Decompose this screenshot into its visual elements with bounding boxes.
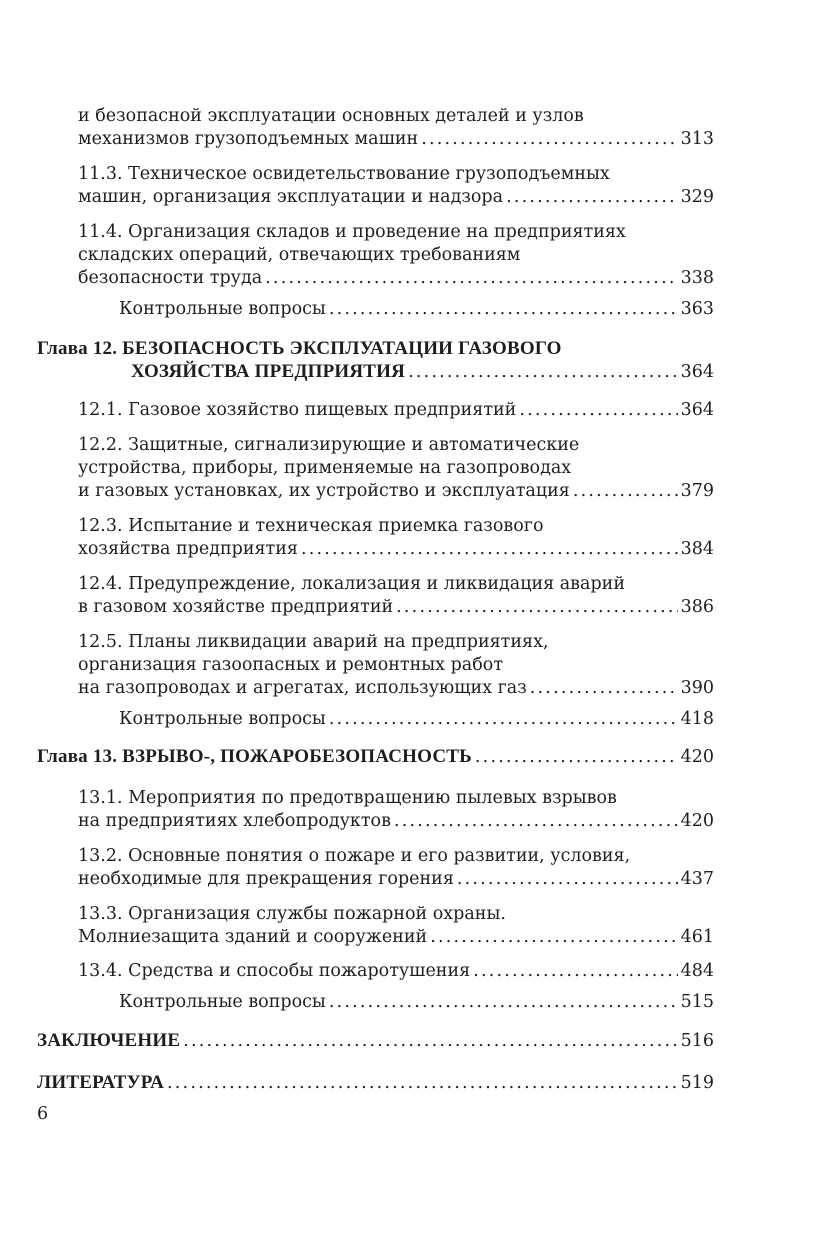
toc-entry-11-4-line-2: складских операций, отвечающих требованиям bbox=[78, 245, 521, 265]
toc-leader-dots bbox=[329, 298, 678, 321]
toc-entry-text: машин, организация эксплуатации и надзора bbox=[78, 187, 504, 207]
page-number: 6 bbox=[37, 1104, 49, 1124]
toc-leader-dots bbox=[506, 186, 678, 209]
toc-entry-text: на газопроводах и агрегатах, использующих газ bbox=[78, 678, 527, 698]
toc-chapter-text: ЗАКЛЮЧЕНИЕ bbox=[37, 1030, 181, 1051]
toc-leader-dots bbox=[408, 361, 678, 384]
toc-page-number: 363 bbox=[680, 299, 714, 319]
toc-leader-dots bbox=[329, 991, 678, 1014]
toc-entry-text: в газовом хозяйстве предприятий bbox=[78, 597, 394, 617]
toc-leader-dots bbox=[329, 708, 678, 731]
toc-entry-13-3-line-1: 13.3. Организация службы пожарной охраны. bbox=[78, 904, 506, 924]
toc-chapter-13 bbox=[37, 745, 714, 769]
toc-entry-text: 12.1. Газовое хозяйство пищевых предприятий bbox=[78, 400, 517, 420]
toc-entry-text: Молниезащита зданий и сооружений bbox=[78, 927, 428, 947]
toc-page-number: 516 bbox=[680, 1031, 714, 1051]
toc-leader-dots bbox=[457, 868, 678, 891]
toc-entry-text: Контрольные вопросы bbox=[119, 709, 326, 729]
toc-page-number: 461 bbox=[680, 927, 714, 947]
toc-leader-dots bbox=[530, 677, 678, 700]
toc-leader-dots bbox=[183, 1030, 677, 1053]
toc-leader-dots bbox=[167, 1072, 678, 1095]
toc-page-number: 313 bbox=[680, 129, 714, 149]
toc-entry-11-4-line-1: 11.4. Организация складов и проведение на предприятиях bbox=[78, 222, 626, 242]
toc-literature bbox=[37, 1071, 714, 1095]
toc-page-number: 386 bbox=[680, 597, 714, 617]
toc-entry-12-5-line-3 bbox=[78, 677, 714, 700]
toc-leader-dots bbox=[265, 267, 677, 290]
toc-page-number: 390 bbox=[680, 678, 714, 698]
toc-entry-text: Контрольные вопросы bbox=[119, 299, 326, 319]
toc-leader-dots bbox=[301, 538, 678, 561]
toc-page-number: 384 bbox=[680, 539, 714, 559]
toc-entry-12-5-line-1: 12.5. Планы ликвидации аварий на предприятиях, bbox=[78, 632, 549, 652]
toc-entry-review-questions-12 bbox=[119, 708, 714, 731]
toc-page-number: 515 bbox=[680, 992, 714, 1012]
toc-page-number: 418 bbox=[680, 709, 714, 729]
toc-page-number: 420 bbox=[680, 747, 714, 767]
toc-entry-12-2-line-2: устройства, приборы, применяемые на газопроводах bbox=[78, 458, 572, 478]
toc-entry-12-3-line-1: 12.3. Испытание и техническая приемка газового bbox=[78, 516, 544, 536]
toc-leader-dots bbox=[473, 960, 677, 983]
toc-entry-12-5-line-2: организация газоопасных и ремонтных работ bbox=[78, 655, 503, 675]
toc-chapter-12-line-1: Глава 12. БЕЗОПАСНОСТЬ ЭКСПЛУАТАЦИИ ГАЗОВОГО bbox=[37, 338, 562, 359]
toc-entry-text: и газовых установках, их устройство и эксплуатация bbox=[78, 481, 570, 501]
toc-page-number: 420 bbox=[680, 811, 714, 831]
toc-entry-11-2-line-1: и безопасной эксплуатации основных деталей и узлов bbox=[78, 106, 584, 126]
toc-page-number: 329 bbox=[680, 187, 714, 207]
toc-page-number: 484 bbox=[680, 961, 714, 981]
toc-entry-13-4 bbox=[78, 960, 714, 983]
toc-entry-12-2-line-3 bbox=[78, 480, 714, 503]
toc-entry-12-4-line-2 bbox=[78, 596, 714, 619]
toc-entry-13-2-line-2 bbox=[78, 868, 714, 891]
toc-leader-dots bbox=[573, 480, 678, 503]
toc-leader-dots bbox=[475, 746, 678, 769]
toc-entry-12-2-line-1: 12.2. Защитные, сигнализирующие и автоматические bbox=[78, 435, 580, 455]
toc-chapter-text: Глава 13. ВЗРЫВО-, ПОЖАРОБЕЗОПАСНОСТЬ bbox=[37, 746, 472, 767]
toc-entry-text: Контрольные вопросы bbox=[119, 992, 326, 1012]
toc-entry-11-2-line-2 bbox=[78, 128, 714, 151]
toc-entry-13-3-line-2 bbox=[78, 926, 714, 949]
toc-entry-13-1-line-1: 13.1. Мероприятия по предотвращению пылевых взрывов bbox=[78, 788, 617, 808]
toc-entry-12-3-line-2 bbox=[78, 538, 714, 561]
toc-page-number: 437 bbox=[680, 869, 714, 889]
toc-entry-11-3-line-1: 11.3. Техническое освидетельствование грузоподъемных bbox=[78, 164, 610, 184]
toc-conclusion bbox=[37, 1029, 714, 1053]
toc-entry-text: хозяйства предприятия bbox=[78, 539, 298, 559]
toc-entry-11-4-line-3 bbox=[78, 267, 714, 290]
toc-chapter-text: ХОЗЯЙСТВА ПРЕДПРИЯТИЯ bbox=[131, 361, 406, 382]
toc-page-number: 364 bbox=[680, 400, 714, 420]
toc-leader-dots bbox=[394, 810, 678, 833]
toc-entry-text: на предприятиях хлебопродуктов bbox=[78, 811, 391, 831]
toc-entry-review-questions-11 bbox=[119, 298, 714, 321]
toc-entry-11-3-line-2 bbox=[78, 186, 714, 209]
toc-entry-text: 13.4. Средства и способы пожаротушения bbox=[78, 961, 471, 981]
toc-entry-text: безопасности труда bbox=[78, 268, 263, 288]
toc-entry-review-questions-13 bbox=[119, 991, 714, 1014]
toc-page-number: 338 bbox=[680, 268, 714, 288]
toc-entry-13-2-line-1: 13.2. Основные понятия о пожаре и его развитии, условия, bbox=[78, 846, 631, 866]
toc-chapter-12-line-2 bbox=[131, 360, 714, 384]
toc-entry-text: необходимые для прекращения горения bbox=[78, 869, 454, 889]
toc-leader-dots bbox=[396, 596, 677, 619]
toc-entry-12-4-line-1: 12.4. Предупреждение, локализация и ликвидация аварий bbox=[78, 574, 625, 594]
toc-entry-12-1 bbox=[78, 399, 714, 422]
toc-leader-dots bbox=[430, 926, 677, 949]
toc-entry-text: механизмов грузоподъемных машин bbox=[78, 129, 419, 149]
toc-page-number: 364 bbox=[680, 362, 714, 382]
toc-chapter-text: ЛИТЕРАТУРА bbox=[37, 1072, 165, 1093]
toc-leader-dots bbox=[519, 399, 677, 422]
toc-leader-dots bbox=[421, 128, 677, 151]
toc-entry-13-1-line-2 bbox=[78, 810, 714, 833]
toc-page-number: 379 bbox=[680, 481, 714, 501]
toc-page-number: 519 bbox=[680, 1073, 714, 1093]
